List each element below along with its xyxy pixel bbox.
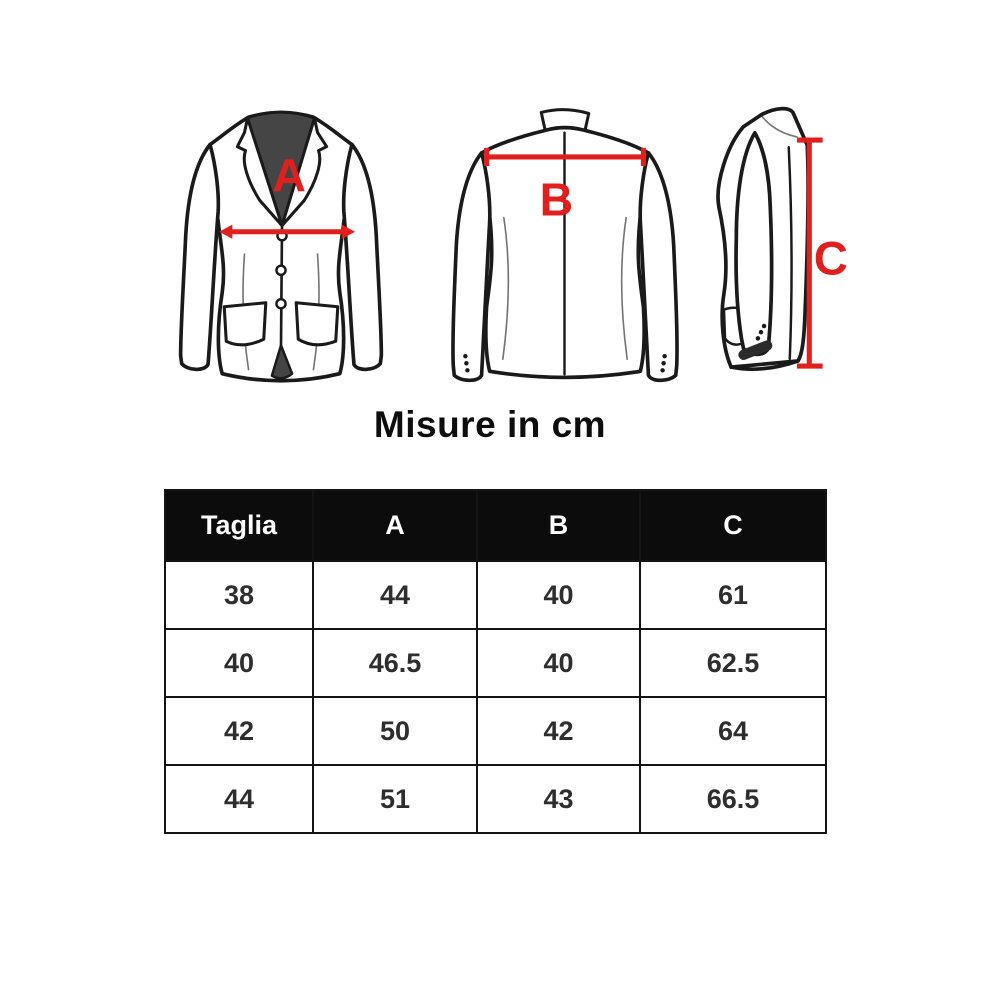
header-b: B [477,490,640,561]
cell-a: 51 [313,765,477,833]
back-right-cuff-button-3 [660,368,664,372]
jacket-back-view-diagram [431,104,699,398]
front-button-2 [276,266,285,275]
jacket-side-view-diagram [690,102,870,400]
size-row-38 [165,561,826,629]
cell-taglia: 38 [165,561,313,629]
back-right-cuff-button-1 [662,354,666,358]
cell-taglia: 42 [165,697,313,765]
cell-b: 42 [477,697,640,765]
measure-label-b: B [539,173,574,226]
side-cuff-button-3 [762,324,767,329]
cell-b: 43 [477,765,640,833]
page-title: Misure in cm [373,404,607,445]
size-row-44 [165,765,826,833]
cell-c: 62.5 [640,629,826,697]
size-row-42 [165,697,826,765]
header-a: A [313,490,477,561]
back-left-cuff-button-2 [464,361,468,365]
front-right-sleeve [344,145,382,370]
cell-c: 66.5 [640,765,826,833]
header-c: C [640,490,826,561]
back-left-sleeve [453,153,490,380]
back-right-sleeve [640,153,677,380]
measure-label-c: C [813,232,848,286]
cell-c: 64 [640,697,826,765]
side-cuff-button-1 [756,336,761,341]
cell-b: 40 [477,561,640,629]
front-right-pocket [296,303,338,345]
cell-taglia: 40 [165,629,313,697]
size-table [164,489,827,834]
jacket-front-view-diagram [158,104,404,398]
cell-a: 50 [313,697,477,765]
size-table-wrap [164,489,825,834]
side-cuff-button-2 [759,330,764,335]
cell-c: 61 [640,561,826,629]
front-center-line [281,226,282,346]
size-table-header-row [165,490,826,561]
side-sleeve [736,133,772,355]
back-left-cuff-button-1 [463,354,467,358]
front-button-3 [276,299,285,308]
front-left-sleeve [181,145,219,370]
cell-taglia: 44 [165,765,313,833]
size-row-40 [165,629,826,697]
back-left-cuff-button-3 [465,368,469,372]
cell-a: 46.5 [313,629,477,697]
measure-label-a: A [272,149,306,202]
cell-a: 44 [313,561,477,629]
back-right-cuff-button-2 [661,361,665,365]
front-left-pocket [224,303,266,345]
header-taglia: Taglia [165,490,313,561]
cell-b: 40 [477,629,640,697]
